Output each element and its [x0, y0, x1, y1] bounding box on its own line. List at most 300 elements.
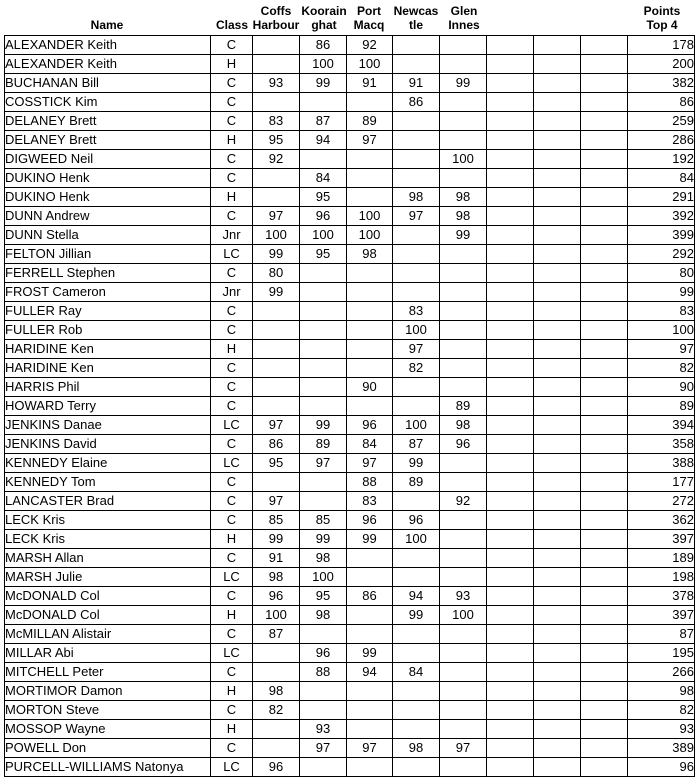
points-total: 82: [628, 701, 695, 720]
event-score: 95: [300, 587, 347, 606]
table-row: [5, 720, 695, 739]
event-score: [253, 55, 300, 74]
event-score: [393, 283, 440, 302]
event-score: 100: [300, 568, 347, 587]
empty-cell: [487, 378, 534, 397]
event-score: [393, 720, 440, 739]
empty-cell: [581, 435, 628, 454]
event-score: 98: [440, 207, 487, 226]
event-score: 100: [347, 226, 393, 245]
competitor-name: KENNEDY Tom: [5, 473, 211, 492]
table-row: [5, 663, 695, 682]
event-score: [253, 93, 300, 112]
event-score: [440, 340, 487, 359]
points-total: 382: [628, 74, 695, 93]
empty-cell: [487, 644, 534, 663]
event-score: [253, 473, 300, 492]
event-score: 97: [253, 416, 300, 435]
competitor-name: LECK Kris: [5, 530, 211, 549]
event-score: [393, 169, 440, 188]
table-row: [5, 397, 695, 416]
event-score: 99: [253, 530, 300, 549]
table-row: [5, 36, 695, 55]
event-score: [253, 739, 300, 758]
competitor-name: MITCHELL Peter: [5, 663, 211, 682]
results-sheet: [4, 0, 695, 777]
table-row: [5, 625, 695, 644]
competitor-class: LC: [211, 568, 253, 587]
header-points-top4: Points Top 4: [643, 4, 681, 32]
empty-cell: [581, 663, 628, 682]
event-score: [393, 682, 440, 701]
table-row: [5, 606, 695, 625]
event-score: 95: [253, 131, 300, 150]
competitor-name: DIGWEED Neil: [5, 150, 211, 169]
event-score: 100: [440, 150, 487, 169]
points-total: 178: [628, 36, 695, 55]
empty-cell: [487, 264, 534, 283]
empty-cell: [581, 55, 628, 74]
empty-cell: [487, 530, 534, 549]
empty-cell: [534, 739, 581, 758]
empty-cell: [534, 701, 581, 720]
event-score: 97: [393, 207, 440, 226]
competitor-class: H: [211, 682, 253, 701]
event-score: [393, 245, 440, 264]
table-row: [5, 169, 695, 188]
table-row: [5, 226, 695, 245]
empty-cell: [534, 435, 581, 454]
event-score: [253, 169, 300, 188]
empty-cell: [487, 169, 534, 188]
empty-cell: [534, 530, 581, 549]
event-score: [393, 644, 440, 663]
event-score: [347, 549, 393, 568]
points-total: 397: [628, 530, 695, 549]
event-score: [300, 682, 347, 701]
event-score: [393, 55, 440, 74]
empty-cell: [581, 758, 628, 777]
table-row: [5, 93, 695, 112]
event-score: 100: [440, 606, 487, 625]
empty-cell: [534, 188, 581, 207]
event-score: 96: [253, 587, 300, 606]
table-row: [5, 264, 695, 283]
event-score: 96: [440, 435, 487, 454]
competitor-class: C: [211, 36, 253, 55]
competitor-name: POWELL Don: [5, 739, 211, 758]
competitor-name: JENKINS David: [5, 435, 211, 454]
empty-cell: [581, 644, 628, 663]
event-score: 97: [347, 739, 393, 758]
event-score: 95: [300, 245, 347, 264]
event-score: 92: [440, 492, 487, 511]
event-score: 83: [393, 302, 440, 321]
event-score: 96: [300, 207, 347, 226]
empty-cell: [487, 625, 534, 644]
empty-cell: [534, 397, 581, 416]
event-score: [440, 321, 487, 340]
event-score: [300, 264, 347, 283]
empty-cell: [581, 701, 628, 720]
event-score: [347, 93, 393, 112]
table-row: [5, 701, 695, 720]
event-score: [253, 397, 300, 416]
points-total: 388: [628, 454, 695, 473]
event-score: 99: [393, 606, 440, 625]
empty-cell: [581, 264, 628, 283]
event-score: [347, 720, 393, 739]
empty-cell: [534, 454, 581, 473]
empty-cell: [534, 169, 581, 188]
empty-cell: [534, 226, 581, 245]
table-row: [5, 568, 695, 587]
table-row: [5, 492, 695, 511]
competitor-name: JENKINS Danae: [5, 416, 211, 435]
event-score: [347, 283, 393, 302]
competitor-name: FERRELL Stephen: [5, 264, 211, 283]
event-score: [440, 264, 487, 283]
table-row: [5, 435, 695, 454]
empty-cell: [581, 321, 628, 340]
event-score: [440, 701, 487, 720]
event-score: 100: [300, 226, 347, 245]
event-score: [393, 549, 440, 568]
empty-cell: [581, 454, 628, 473]
empty-cell: [534, 720, 581, 739]
points-total: 93: [628, 720, 695, 739]
empty-cell: [487, 682, 534, 701]
empty-cell: [487, 473, 534, 492]
event-score: [347, 568, 393, 587]
event-score: 99: [440, 74, 487, 93]
competitor-class: C: [211, 169, 253, 188]
event-score: 94: [347, 663, 393, 682]
event-score: 82: [253, 701, 300, 720]
competitor-name: HOWARD Terry: [5, 397, 211, 416]
event-score: [440, 112, 487, 131]
competitor-class: C: [211, 74, 253, 93]
competitor-name: HARIDINE Ken: [5, 359, 211, 378]
empty-cell: [581, 492, 628, 511]
empty-cell: [534, 682, 581, 701]
event-score: [347, 359, 393, 378]
competitor-class: H: [211, 606, 253, 625]
competitor-class: C: [211, 625, 253, 644]
event-score: [300, 701, 347, 720]
event-score: [393, 264, 440, 283]
competitor-class: LC: [211, 245, 253, 264]
empty-cell: [534, 207, 581, 226]
event-score: [347, 340, 393, 359]
event-score: [300, 758, 347, 777]
empty-cell: [581, 340, 628, 359]
empty-cell: [581, 511, 628, 530]
event-score: [300, 93, 347, 112]
event-score: [440, 720, 487, 739]
event-score: 85: [300, 511, 347, 530]
event-score: 96: [253, 758, 300, 777]
table-row: [5, 378, 695, 397]
event-score: 97: [440, 739, 487, 758]
event-score: [440, 663, 487, 682]
empty-cell: [534, 112, 581, 131]
event-score: [440, 169, 487, 188]
event-score: [440, 378, 487, 397]
empty-cell: [487, 416, 534, 435]
empty-cell: [487, 492, 534, 511]
competitor-name: McDONALD Col: [5, 606, 211, 625]
empty-cell: [534, 283, 581, 302]
points-total: 89: [628, 397, 695, 416]
points-total: 378: [628, 587, 695, 606]
event-score: 97: [347, 131, 393, 150]
empty-cell: [581, 720, 628, 739]
empty-cell: [487, 340, 534, 359]
empty-cell: [487, 36, 534, 55]
competitor-name: DUNN Stella: [5, 226, 211, 245]
empty-cell: [487, 226, 534, 245]
empty-cell: [534, 36, 581, 55]
event-score: 98: [393, 188, 440, 207]
event-score: 99: [300, 74, 347, 93]
competitor-name: DELANEY Brett: [5, 112, 211, 131]
competitor-class: C: [211, 93, 253, 112]
competitor-name: ALEXANDER Keith: [5, 36, 211, 55]
event-score: 93: [440, 587, 487, 606]
event-score: [393, 397, 440, 416]
competitor-name: KENNEDY Elaine: [5, 454, 211, 473]
event-score: 99: [253, 283, 300, 302]
competitor-class: C: [211, 511, 253, 530]
competitor-class: H: [211, 131, 253, 150]
points-total: 286: [628, 131, 695, 150]
empty-cell: [487, 435, 534, 454]
empty-cell: [581, 473, 628, 492]
points-total: 200: [628, 55, 695, 74]
competitor-class: C: [211, 112, 253, 131]
empty-cell: [581, 378, 628, 397]
event-score: 91: [347, 74, 393, 93]
event-score: [440, 758, 487, 777]
event-score: 100: [300, 55, 347, 74]
empty-cell: [487, 606, 534, 625]
event-score: [440, 36, 487, 55]
empty-cell: [487, 397, 534, 416]
table-row: [5, 131, 695, 150]
empty-cell: [581, 397, 628, 416]
event-score: [347, 188, 393, 207]
event-score: [440, 245, 487, 264]
empty-cell: [487, 245, 534, 264]
competitor-class: H: [211, 530, 253, 549]
results-body: [5, 36, 695, 777]
empty-cell: [534, 492, 581, 511]
table-row: [5, 549, 695, 568]
empty-cell: [534, 55, 581, 74]
empty-cell: [581, 93, 628, 112]
table-row: [5, 359, 695, 378]
empty-cell: [487, 720, 534, 739]
event-score: [300, 473, 347, 492]
empty-cell: [581, 207, 628, 226]
table-row: [5, 188, 695, 207]
event-score: 98: [393, 739, 440, 758]
event-score: 99: [300, 416, 347, 435]
event-score: [253, 321, 300, 340]
table-row: [5, 283, 695, 302]
event-score: [440, 131, 487, 150]
competitor-class: C: [211, 435, 253, 454]
empty-cell: [581, 587, 628, 606]
empty-cell: [487, 549, 534, 568]
empty-cell: [534, 758, 581, 777]
event-score: [253, 36, 300, 55]
competitor-name: DELANEY Brett: [5, 131, 211, 150]
competitor-class: C: [211, 207, 253, 226]
event-score: [393, 131, 440, 150]
event-score: [253, 188, 300, 207]
event-score: 100: [253, 226, 300, 245]
event-score: [393, 150, 440, 169]
event-score: 95: [253, 454, 300, 473]
competitor-class: H: [211, 188, 253, 207]
empty-cell: [487, 302, 534, 321]
points-total: 80: [628, 264, 695, 283]
event-score: 98: [253, 568, 300, 587]
empty-cell: [487, 112, 534, 131]
competitor-name: HARRIS Phil: [5, 378, 211, 397]
table-row: [5, 454, 695, 473]
table-row: [5, 682, 695, 701]
empty-cell: [487, 74, 534, 93]
event-score: 93: [300, 720, 347, 739]
competitor-name: MARSH Julie: [5, 568, 211, 587]
empty-cell: [581, 169, 628, 188]
empty-cell: [487, 701, 534, 720]
event-score: 80: [253, 264, 300, 283]
empty-cell: [534, 568, 581, 587]
event-score: 97: [347, 454, 393, 473]
event-score: [440, 568, 487, 587]
event-score: 86: [253, 435, 300, 454]
event-score: 99: [393, 454, 440, 473]
competitor-class: C: [211, 587, 253, 606]
event-score: [347, 625, 393, 644]
empty-cell: [534, 340, 581, 359]
event-score: [393, 378, 440, 397]
event-score: [300, 359, 347, 378]
points-total: 98: [628, 682, 695, 701]
empty-cell: [581, 416, 628, 435]
competitor-name: DUNN Andrew: [5, 207, 211, 226]
event-score: 100: [253, 606, 300, 625]
event-score: 89: [393, 473, 440, 492]
competitor-name: FROST Cameron: [5, 283, 211, 302]
header-class: Class: [215, 18, 249, 32]
empty-cell: [487, 283, 534, 302]
event-score: 84: [393, 663, 440, 682]
competitor-class: LC: [211, 454, 253, 473]
event-score: 94: [393, 587, 440, 606]
results-table: [4, 35, 695, 777]
event-score: [253, 644, 300, 663]
points-total: 397: [628, 606, 695, 625]
empty-cell: [487, 758, 534, 777]
empty-cell: [534, 264, 581, 283]
event-score: 87: [253, 625, 300, 644]
empty-cell: [534, 302, 581, 321]
table-row: [5, 150, 695, 169]
event-score: 100: [393, 321, 440, 340]
event-score: [347, 682, 393, 701]
points-total: 90: [628, 378, 695, 397]
event-score: [440, 530, 487, 549]
empty-cell: [581, 150, 628, 169]
event-score: [440, 93, 487, 112]
event-score: 96: [347, 416, 393, 435]
event-score: 88: [300, 663, 347, 682]
header-glen-innes: Glen Innes: [448, 4, 480, 32]
header-row: [4, 0, 694, 35]
table-row: [5, 74, 695, 93]
event-score: 94: [300, 131, 347, 150]
empty-cell: [487, 93, 534, 112]
event-score: 84: [300, 169, 347, 188]
empty-cell: [581, 302, 628, 321]
competitor-class: LC: [211, 416, 253, 435]
competitor-name: DUKINO Henk: [5, 188, 211, 207]
event-score: [440, 473, 487, 492]
competitor-class: H: [211, 55, 253, 74]
table-row: [5, 511, 695, 530]
table-row: [5, 644, 695, 663]
empty-cell: [534, 587, 581, 606]
event-score: [440, 644, 487, 663]
empty-cell: [534, 359, 581, 378]
points-total: 86: [628, 93, 695, 112]
event-score: [393, 701, 440, 720]
empty-cell: [534, 93, 581, 112]
competitor-class: C: [211, 473, 253, 492]
event-score: 87: [393, 435, 440, 454]
event-score: 92: [347, 36, 393, 55]
event-score: [393, 758, 440, 777]
event-score: [347, 701, 393, 720]
event-score: 85: [253, 511, 300, 530]
competitor-class: H: [211, 340, 253, 359]
competitor-name: MARSH Allan: [5, 549, 211, 568]
empty-cell: [487, 131, 534, 150]
event-score: 96: [393, 511, 440, 530]
empty-cell: [581, 530, 628, 549]
competitor-name: LANCASTER Brad: [5, 492, 211, 511]
empty-cell: [487, 207, 534, 226]
event-score: [393, 36, 440, 55]
empty-cell: [487, 150, 534, 169]
header-name: Name: [90, 18, 124, 32]
event-score: 97: [253, 492, 300, 511]
competitor-class: LC: [211, 644, 253, 663]
table-row: [5, 245, 695, 264]
empty-cell: [487, 511, 534, 530]
points-total: 291: [628, 188, 695, 207]
competitor-class: C: [211, 549, 253, 568]
event-score: 83: [347, 492, 393, 511]
event-score: [440, 625, 487, 644]
event-score: 99: [253, 245, 300, 264]
header-koorainghat: Koorain ghat: [301, 4, 347, 32]
